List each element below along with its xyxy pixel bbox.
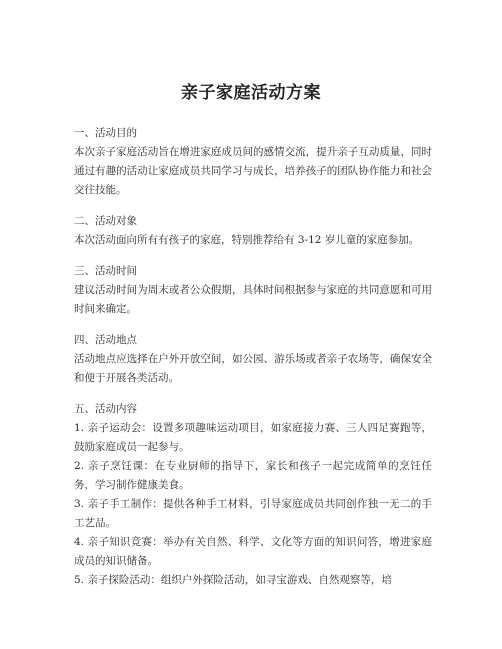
section-heading: 三、活动时间 (74, 265, 137, 277)
section-purpose (74, 124, 432, 200)
section-content (74, 400, 432, 590)
section-heading: 五、活动内容 (74, 403, 137, 415)
section-text: 本次活动面向所有有孩子的家庭，特别推荐给有 3-12 岁儿童的家庭参加。 (74, 234, 420, 246)
list-item: 5. 亲子探险活动：组织户外探险活动，如寻宝游戏、自然观察等，培 (74, 574, 392, 586)
section-time (74, 262, 432, 319)
section-text: 活动地点应选择在户外开放空间，如公园、游乐场或者亲子农场等，确保安全和便于开展各类活动。 (74, 353, 432, 384)
activity-list (74, 419, 432, 590)
document-body (74, 124, 432, 602)
section-heading: 二、活动对象 (74, 215, 137, 227)
section-text: 建议活动时间为周末或者公众假期，具体时间根据参与家庭的共同意愿和可用时间来确定。 (74, 284, 432, 315)
section-heading: 一、活动目的 (74, 127, 137, 139)
list-item: 2. 亲子烹饪课：在专业厨师的指导下，家长和孩子一起完成简单的烹饪任务，学习制作健康美食。 (74, 460, 432, 491)
list-item: 3. 亲子手工制作：提供各种手工材料，引导家庭成员共同创作独一无二的手工艺品。 (74, 498, 432, 529)
list-item: 1. 亲子运动会：设置多项趣味运动项目，如家庭接力赛、三人四足赛跑等，鼓励家庭成员一起参与。 (74, 422, 432, 453)
section-location (74, 331, 432, 388)
section-audience (74, 212, 432, 250)
section-heading: 四、活动地点 (74, 334, 137, 346)
section-text: 本次亲子家庭活动旨在增进家庭成员间的感情交流，提升亲子互动质量，同时通过有趣的活动让家庭成员共同学习与成长，培养孩子的团队协作能力和社会交往技能。 (74, 146, 432, 196)
list-item: 4. 亲子知识竞赛：举办有关自然、科学、文化等方面的知识问答，增进家庭成员的知识储备。 (74, 536, 432, 567)
document-title: 亲子家庭活动方案 (181, 83, 321, 103)
